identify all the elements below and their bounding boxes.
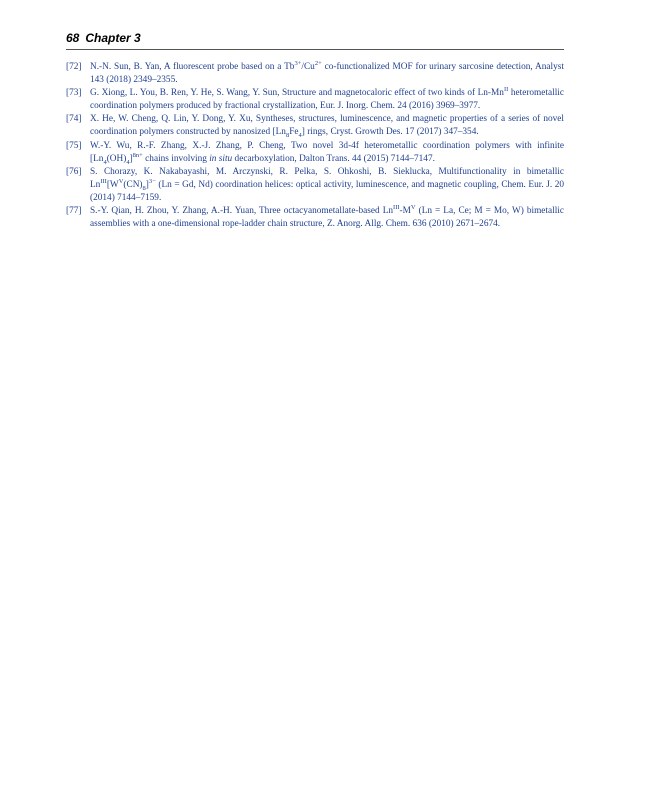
reference-text: G. Xiong, L. You, B. Ren, Y. He, S. Wang, Y. Sun, Structure and magnetocaloric effect of two kinds of $Ln-Mn^{II}$ heterometallic coordination polymers produced by fractional crystallization, Eur. J. Inorg. Chem. 24 (2016) 3969–3977. <box>90 86 565 112</box>
chapter-title: Chapter 3 <box>85 31 141 45</box>
reference-entry <box>66 166 564 205</box>
reference-text: N.-N. Sun, B. Yan, A fluorescent probe based on a $Tb^{3+}/Cu^{2+}$ co-functionalized MOF for urinary sarcosine detection, Analyst 143 (2018) 2349–2355. <box>90 59 564 86</box>
reference-list <box>66 61 564 231</box>
reference-text: W.-Y. Wu, R.-F. Zhang, X.-J. Zhang, P. Cheng, Two novel 3d-4f heterometallic coordination polymers with infinite $[Ln_4(OH)_4]^{8n+}$ chains involving in situ decarboxylation, Dalton Trans. 44 (2015) 7144–7147. <box>90 140 564 166</box>
reference-number: [77] <box>66 206 82 217</box>
reference-number: [73] <box>66 88 82 99</box>
reference-entry <box>66 205 564 231</box>
reference-entry <box>66 113 564 139</box>
reference-text: S. Chorazy, K. Nakabayashi, M. Arczynski, R. Pelka, S. Ohkoshi, B. Sieklucka, Multifunctionality in bimetallic $Ln^{III}[W^V(CN)_8]^{3-}$ (Ln = Gd, Nd) coordination helices: optical activity, luminescence, and magnetic coupling, Chem. Eur. J. 20 (2014) 7144–7159. <box>90 166 564 203</box>
header-rule <box>66 49 564 50</box>
reference-text: X. He, W. Cheng, Q. Lin, Y. Dong, Y. Xu, Syntheses, structures, luminescence, and magnetic properties of a series of novel coordination polymers constructed by nanosized $[Ln_8Fe_4]$ rings, Cryst. Growth Des. 17 (2017) 347–354. <box>90 114 564 140</box>
reference-number: [76] <box>66 166 82 177</box>
reference-entry <box>66 61 564 87</box>
reference-number: [72] <box>66 62 82 72</box>
reference-entry <box>66 140 564 166</box>
reference-entry <box>66 87 564 113</box>
reference-number: [75] <box>66 140 82 151</box>
reference-number: [74] <box>66 114 82 125</box>
reference-text: S.-Y. Qian, H. Zhou, Y. Zhang, A.-H. Yuan, Three octacyanometallate-based $Ln^{III}-M^V$ (Ln = La, Ce; M = Mo, W) bimetallic assemblies with a one-dimensional rope-ladder chain structure, Z. Anorg. Allg. Chem. 636 (2010) 2671–2674. <box>90 203 565 230</box>
running-head <box>66 31 564 45</box>
page-number: 68 <box>66 31 80 45</box>
